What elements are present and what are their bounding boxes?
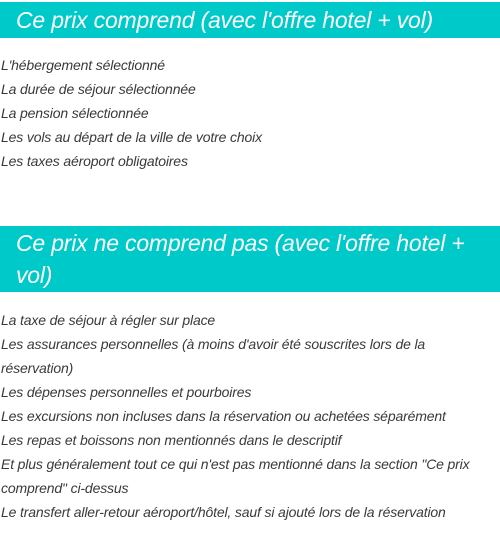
list-item: Et plus généralement tout ce qui n'est pas mentionné dans la section "Ce prix comprend" ci-dessus bbox=[1, 456, 470, 496]
excluded-section-title: Ce prix ne comprend pas (avec l'offre hotel + vol) bbox=[0, 226, 500, 292]
list-item: Les repas et boissons non mentionnés dans le descriptif bbox=[1, 432, 342, 448]
list-item: La pension sélectionnée bbox=[1, 105, 149, 121]
excluded-items-list bbox=[0, 308, 492, 524]
list-item: La taxe de séjour à régler sur place bbox=[1, 312, 216, 328]
list-item: Les assurances personnelles (à moins d'avoir été souscrites lors de la réservation) bbox=[1, 336, 426, 376]
included-section-title: Ce prix comprend (avec l'offre hotel + vol) bbox=[0, 2, 500, 38]
list-item: Les excursions non incluses dans la réservation ou achetées séparément bbox=[1, 408, 446, 424]
included-items-list bbox=[0, 53, 492, 173]
list-item: Les dépenses personnelles et pourboires bbox=[1, 384, 252, 400]
list-item: La durée de séjour sélectionnée bbox=[1, 81, 196, 97]
list-item: Les taxes aéroport obligatoires bbox=[1, 153, 188, 169]
list-item: Le transfert aller-retour aéroport/hôtel, sauf si ajouté lors de la réservation bbox=[1, 504, 446, 520]
list-item: Les vols au départ de la ville de votre choix bbox=[1, 129, 262, 145]
list-item: L'hébergement sélectionné bbox=[1, 57, 165, 73]
